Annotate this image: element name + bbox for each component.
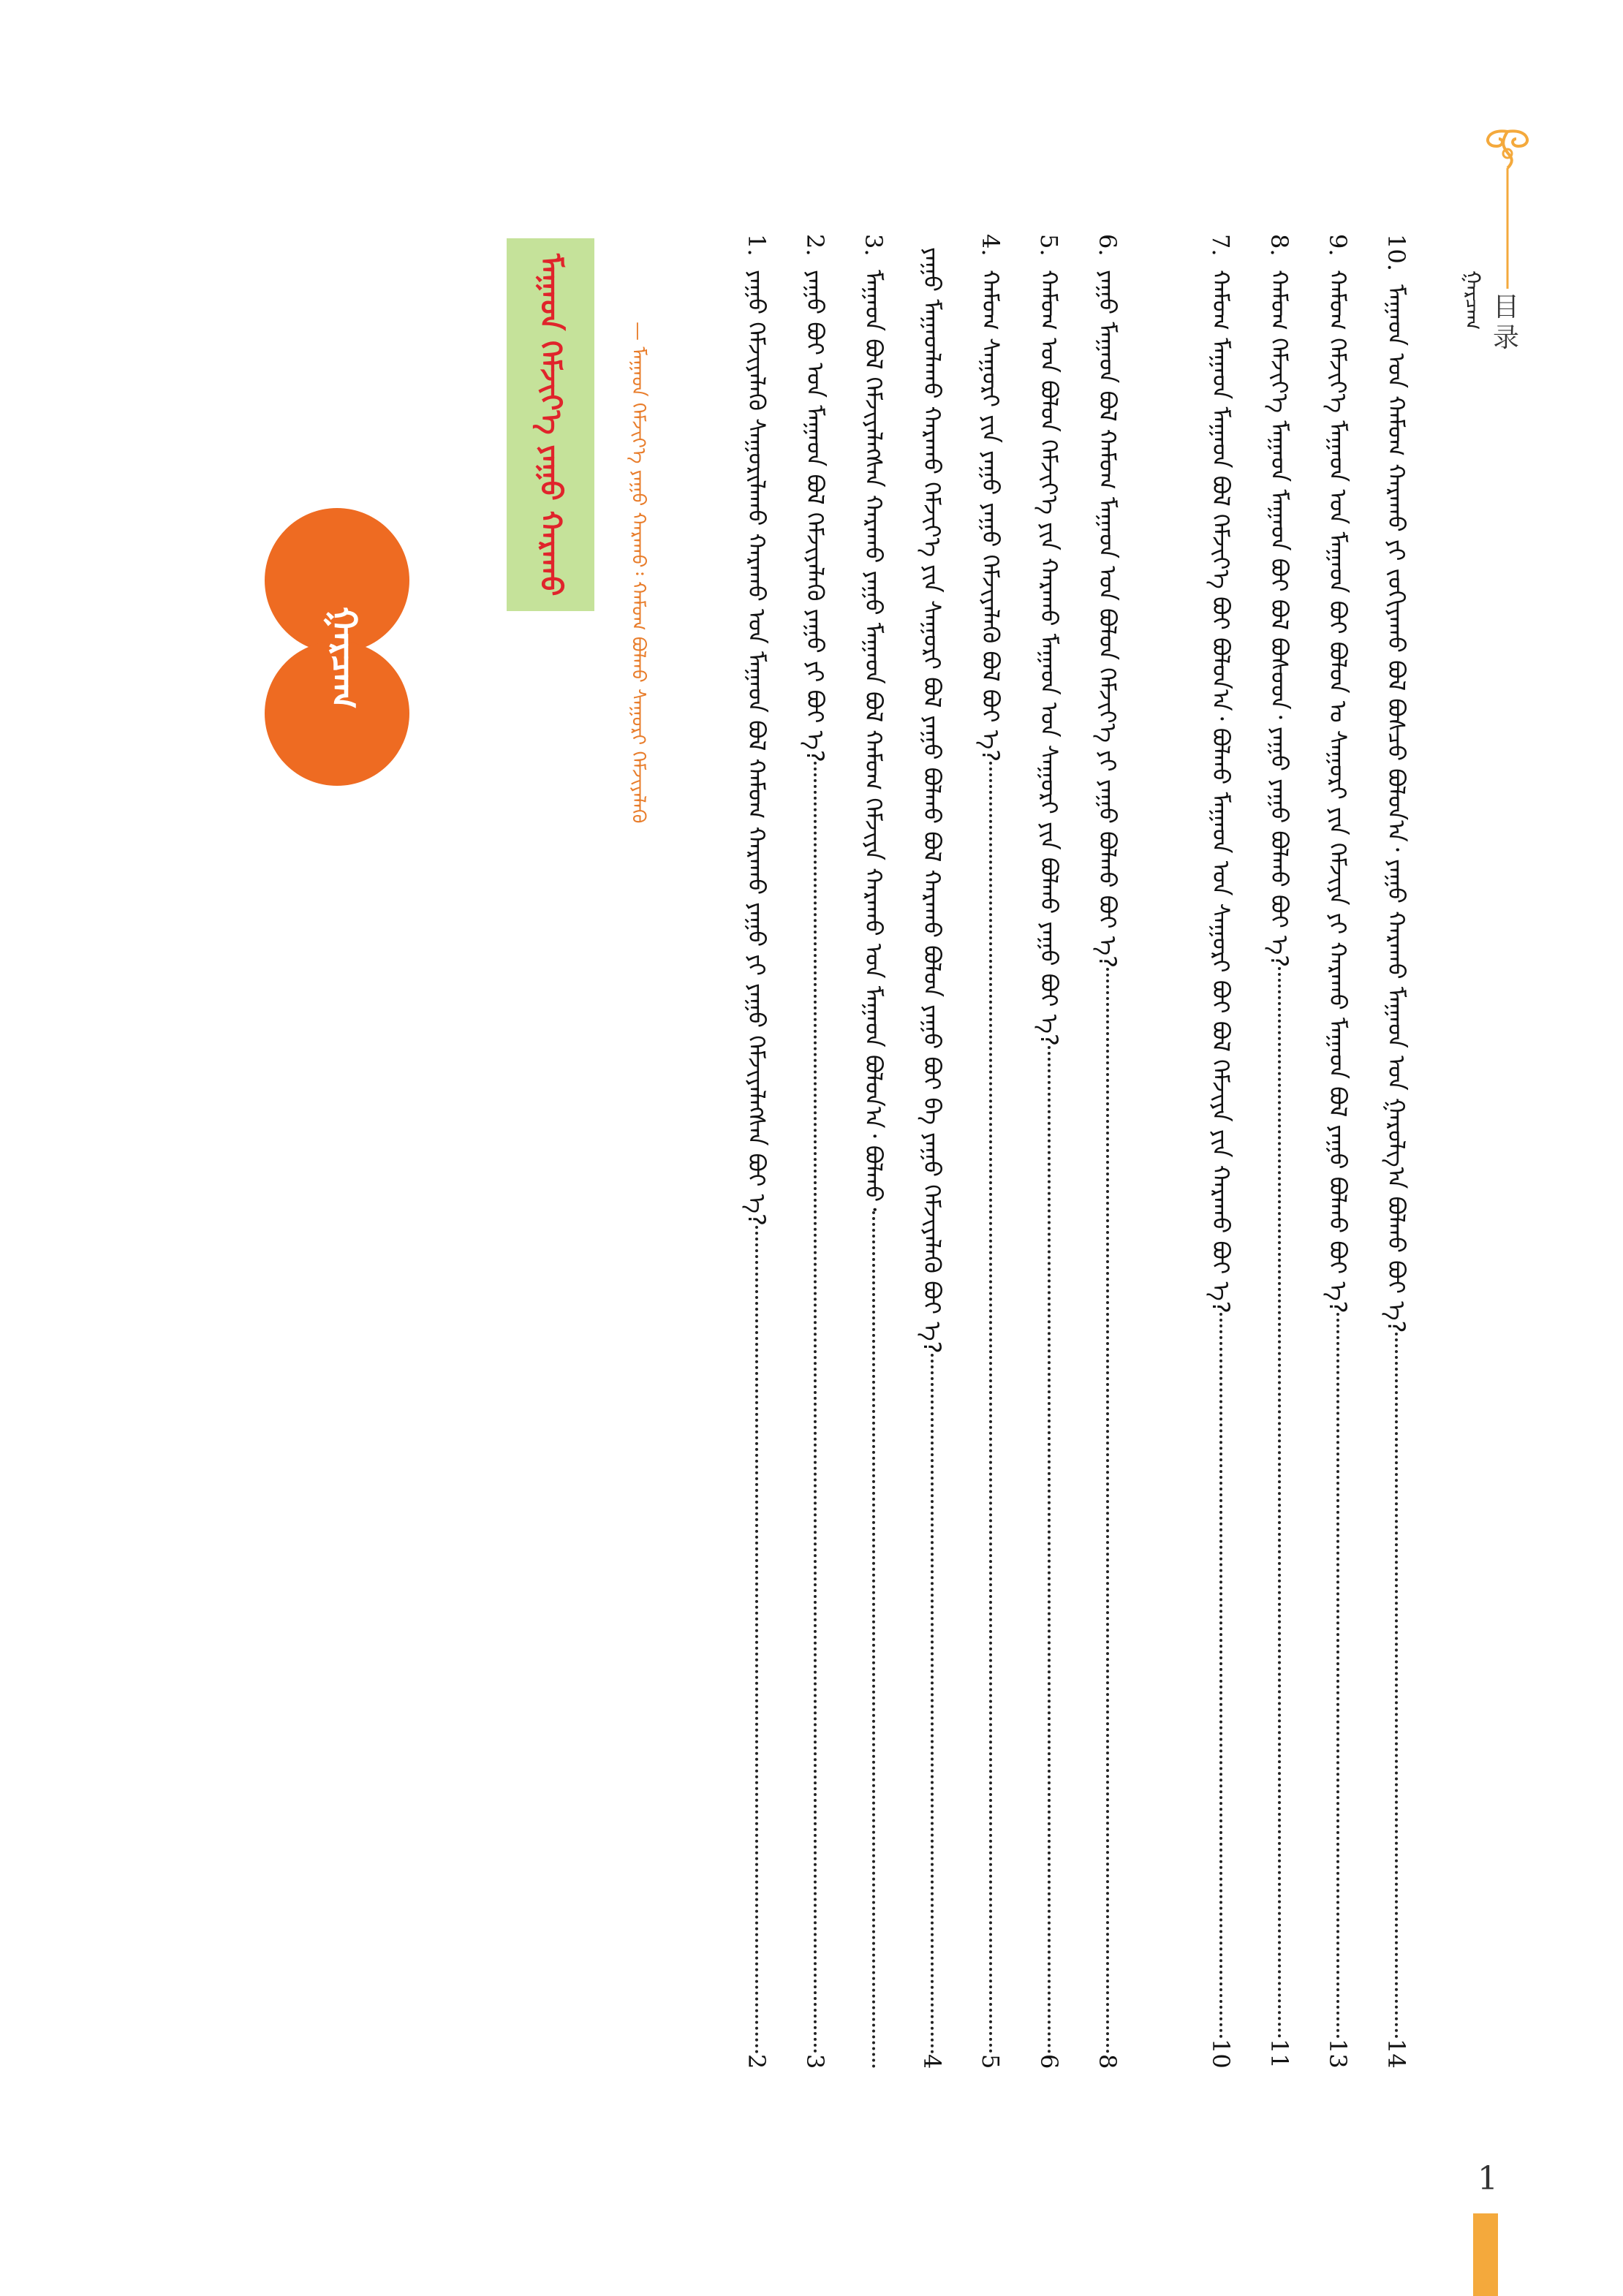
toc-entry-page: 14 [1382, 2039, 1410, 2069]
toc-entry-page: 13 [1324, 2039, 1352, 2069]
section-title: ᠮᠠᠭᠠᠳ ᠬᠡᠮᠵᠢᠶ᠎ᠡ ᠶᠠᠭᠤ ᠬᠠᠷᠠᠬᠤ [534, 253, 567, 596]
dot-leader [1106, 968, 1109, 2054]
toc-entry[interactable] [1027, 234, 1071, 2069]
toc-entry-number: 1. [743, 234, 771, 257]
dot-leader [755, 1226, 758, 2054]
toc-entry-number: 7. [1207, 234, 1235, 257]
toc-title-mn: ᠭᠠᠷᠴᠠᠭ [1461, 270, 1485, 330]
toc-entry[interactable] [910, 234, 954, 2069]
toc-entry-title: ᠶᠠᠭᠤ ᠮᠠᠭᠠᠳᠯᠠᠬᠤ ᠬᠠᠷᠠᠬᠤ ᠬᠡᠮᠵᠢᠶ᠎ᠡ ᠶᠢᠨ ᠰᠠᠭᠤᠷᠢ ᠪᠣᠯ ᠶᠠᠭᠤ ᠪᠣᠯᠬᠤ ᠪᠣᠯ ᠬᠠᠷᠠᠬᠤ ᠪᠣᠯᠤᠨ ᠶᠠᠭᠤ ᠪᠤᠢ ᠪᠠ ᠶᠠᠭᠤ ᠬᠡᠮᠵᠢᠶᠡᠯᠡᠬᠦ ᠪᠤᠢ ᠡ? [918, 247, 946, 1354]
toc-entry-page: 6 [1035, 2053, 1063, 2069]
toc-entry-number: 2. [801, 234, 829, 257]
toc-entry-title: ᠬᠠᠮᠤᠭ ᠬᠡᠮᠵᠢᠶ᠎ᠡ ᠮᠠᠭᠠᠳ ᠮᠠᠭᠠᠳ ᠪᠤᠢ ᠪᠣᠯ ᠪᠤᠰᠤᠳ᠂ ᠶᠠᠭᠤ ᠶᠠᠭᠤ ᠪᠣᠯᠬᠤ ᠪᠤᠢ ᠡ? [1266, 269, 1293, 967]
dot-leader [1395, 1333, 1398, 2039]
toc-entry-number: 6. [1094, 234, 1121, 257]
circle-label-text: ᠭᠠᠷᠴᠠᠭ [323, 607, 364, 709]
toc-entry[interactable] [1374, 234, 1418, 2069]
dot-leader [872, 1211, 875, 2069]
page-number: 1 [1478, 2160, 1498, 2197]
toc-entry[interactable] [969, 234, 1013, 2069]
toc-entry-page: 5 [977, 2053, 1005, 2069]
toc-entry-page: 2 [743, 2053, 771, 2069]
toc-entry-title: ᠶᠠᠭᠤ ᠮᠠᠭᠠᠳ ᠪᠣᠯ ᠬᠠᠮᠤᠭ ᠮᠠᠭᠠᠳ ᠤᠨ ᠪᠣᠯᠤᠨ ᠬᠡᠮᠵᠢᠶ᠎ᠡ ᠶᠢ ᠶᠠᠭᠤ ᠪᠣᠯᠬᠤ ᠪᠤᠢ ᠡ? [1094, 269, 1121, 968]
toc-entry-title: ᠬᠠᠮᠤᠭ ᠮᠠᠭᠠᠳ ᠮᠠᠭᠠᠳ ᠪᠣᠯ ᠬᠡᠮᠵᠢᠶ᠎ᠡ ᠪᠤᠢ ᠪᠣᠯᠤᠨ᠎ᠠ᠂ ᠪᠣᠯᠬᠤ ᠮᠠᠭᠠᠳ ᠤᠨ ᠰᠠᠭᠤᠷᠢ ᠪᠤᠢ ᠪᠣᠯ ᠬᠡᠮᠵᠢᠶᠡ ᠶᠢᠨ ᠬᠠᠷᠠᠬᠤ ᠪᠤᠢ ᠡ? [1207, 269, 1235, 1314]
toc-entry-page: 3 [801, 2053, 829, 2069]
toc-entry-page: 11 [1266, 2039, 1293, 2069]
toc-entry-title: ᠮᠠᠭᠠᠳ ᠪᠣᠯ ᠬᠡᠮᠵᠢᠶᠡᠯᠡᠭᠰᠡᠨ ᠬᠠᠷᠠᠬᠤ ᠶᠠᠭᠤ ᠮᠠᠭᠠᠳ ᠪᠣᠯ ᠬᠠᠮᠤᠭ ᠬᠡᠮᠵᠢᠶᠡ ᠬᠠᠷᠠᠬᠤ ᠤᠨ ᠮᠠᠭᠠᠳ ᠪᠣᠯᠤᠨ᠎ᠠ᠂ ᠪᠣᠯᠬᠤ᠂ [860, 269, 888, 1211]
toc-entry-title: ᠮᠠᠭᠠᠳ ᠤᠨ ᠬᠠᠮᠤᠭ ᠬᠠᠷᠠᠬᠤ ᠶᠢ ᠵᠣᠬᠢᠶᠠᠬᠤ ᠪᠣᠯ ᠪᠣᠰᠴᠤ ᠪᠣᠯᠤᠨ᠎ᠠ᠂ ᠶᠠᠭᠤ ᠬᠠᠷᠠᠬᠤ ᠮᠠᠭᠠᠳ ᠤᠨ ᠭᠠᠷᠤᠯᠭ᠎ᠠ ᠪᠣᠯᠬᠤ ᠪᠤᠢ ᠡ? [1382, 284, 1410, 1333]
toc-entry-number: 5. [1035, 234, 1063, 257]
dot-leader [989, 762, 992, 2054]
toc-entry-page: 4 [918, 2053, 946, 2069]
section-title-box [507, 238, 594, 611]
toc-entry[interactable] [793, 234, 837, 2069]
toc-entry[interactable] [1316, 234, 1360, 2069]
toc-entry[interactable] [1086, 234, 1130, 2069]
dot-leader [1336, 1313, 1339, 2039]
dot-leader [931, 1354, 934, 2054]
toc-entry-title: ᠬᠠᠮᠤᠭ ᠬᠡᠮᠵᠢᠶ᠎ᠡ ᠮᠠᠭᠠᠳ ᠤᠨ ᠮᠠᠭᠠᠳ ᠪᠤᠢ ᠪᠣᠯᠤᠨ ᠤ ᠰᠠᠭᠤᠷᠢ ᠶᠢᠨ ᠬᠡᠮᠵᠢᠶᠡ ᠶᠢ ᠬᠠᠷᠠᠬᠤ ᠮᠠᠭᠠᠳ ᠪᠣᠯ ᠶᠠᠭᠤ ᠪᠣᠯᠬᠤ ᠪᠤᠢ ᠡ? [1324, 269, 1352, 1314]
toc-entry-number: 3. [860, 234, 888, 257]
toc-entry-title: ᠬᠠᠮᠤᠭ ᠤᠨ ᠪᠣᠯᠤᠨ ᠬᠡᠮᠵᠢᠶ᠎ᠡ ᠶᠢᠨ ᠬᠠᠷᠠᠬᠤ ᠮᠠᠭᠠᠳ ᠤᠨ ᠰᠠᠭᠤᠷᠢ ᠶᠢᠨ ᠪᠣᠯᠬᠤ ᠶᠠᠭᠤ ᠪᠤᠢ ᠡ? [1035, 269, 1063, 1046]
toc-entry[interactable] [1257, 234, 1301, 2069]
toc-entry-number: 8. [1266, 234, 1293, 257]
toc-entry-page: 10 [1207, 2039, 1235, 2069]
dot-leader [814, 762, 817, 2053]
section-caption: — ᠮᠠᠭᠠᠳ ᠬᠡᠮᠵᠢᠶ᠎ᠡ ᠶᠠᠭᠤ ᠬᠠᠷᠠᠬᠤ᠄ ᠬᠠᠮᠤᠭ ᠪᠣᠯᠬᠤ ᠰᠠᠭᠤᠷᠢ ᠬᠡᠮᠵᠢᠶᠡᠯᠡᠬᠦ [627, 322, 649, 824]
toc-entry[interactable] [1199, 234, 1243, 2069]
dot-leader [1048, 1046, 1051, 2054]
dot-leader [1219, 1313, 1222, 2039]
page-tab-marker [1473, 2213, 1498, 2296]
toc-entry[interactable] [735, 234, 779, 2069]
toc-entry-title: ᠶᠠᠭᠤ ᠪᠤᠢ ᠤᠨ ᠮᠠᠭᠠᠳ ᠪᠣᠯ ᠬᠡᠮᠵᠢᠶᠡᠯᠡᠬᠦ ᠶᠠᠭᠤ ᠶᠢ ᠪᠤᠢ ᠡ? [801, 269, 829, 762]
toc-entry[interactable] [852, 234, 896, 2069]
dot-leader [1278, 967, 1281, 2039]
circle-label [307, 570, 380, 746]
toc-entry-number: 9. [1324, 234, 1352, 257]
toc-entry-number: 10. [1382, 234, 1410, 271]
toc-title-zh: 目录 [1492, 292, 1519, 353]
toc-entry-page: 8 [1094, 2053, 1121, 2069]
toc-entry-title: ᠬᠠᠮᠤᠭ ᠰᠠᠭᠤᠷᠢ ᠶᠢᠨ ᠶᠠᠭᠤ ᠶᠠᠭᠤ ᠬᠡᠮᠵᠢᠶᠡᠯᠡᠬᠦ ᠪᠣᠯ ᠪᠤᠢ ᠡ? [977, 269, 1005, 762]
toc-entry-number: 4. [977, 234, 1005, 257]
toc-entry-title: ᠶᠠᠭᠤ ᠬᠡᠮᠵᠢᠶᠡᠯᠡᠬᠦ ᠰᠠᠭᠤᠷᠢᠯᠠᠬᠤ ᠬᠠᠷᠠᠬᠤ ᠤᠨ ᠮᠠᠭᠠᠳ ᠪᠣᠯ ᠬᠠᠮᠤᠭ ᠬᠠᠷᠠᠬᠤ ᠶᠠᠭᠤ ᠶᠢ ᠶᠠᠭᠤ ᠬᠡᠮᠵᠢᠶᠡᠯᠡᠭᠰᠡᠨ ᠪᠤᠢ ᠡ? [743, 269, 771, 1226]
